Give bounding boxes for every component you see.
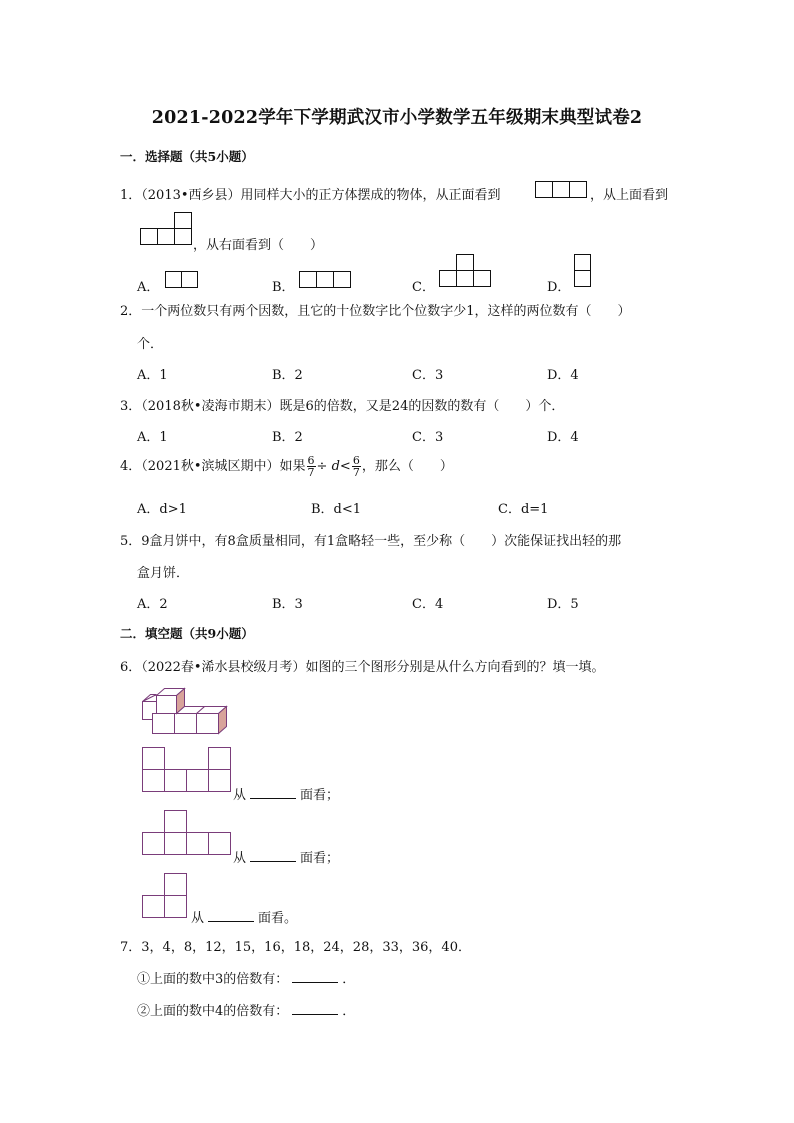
q7-sub2-blank[interactable] — [292, 1002, 338, 1015]
q3-option-d[interactable]: D．4 — [547, 430, 579, 445]
question-1-text: 1．（2013•西乡县）用同样大小的正方体摆成的物体，从正面看到 — [120, 188, 501, 203]
q7-sub2-period: ． — [342, 1004, 356, 1019]
q2-option-b[interactable]: B．2 — [272, 368, 303, 383]
q5-option-a[interactable]: A．2 — [137, 597, 168, 612]
q3-option-b[interactable]: B．2 — [272, 430, 303, 445]
q6-view3-figure — [142, 873, 188, 919]
q6-view1-answer — [233, 784, 339, 803]
q4-option-b[interactable]: B．d<1 — [311, 502, 362, 517]
q1-option-d[interactable]: D． — [547, 280, 571, 295]
q7-sub1-blank[interactable] — [292, 970, 338, 983]
q6-view1-blank[interactable] — [250, 786, 296, 799]
less-than-sign: < — [339, 459, 351, 474]
q2-option-c[interactable]: C．3 — [412, 368, 444, 383]
q7-sub1 — [137, 968, 355, 987]
q5-option-d[interactable]: D．5 — [547, 597, 579, 612]
q6-view2-suffix: 面看； — [300, 851, 340, 866]
q1-option-d-figure — [574, 254, 592, 288]
fraction-6-7-a: $\frac{6}{7}$ — [307, 454, 315, 479]
q4-option-a[interactable]: A．d>1 — [137, 502, 187, 517]
q6-view1-from: 从 — [233, 788, 247, 803]
fraction-6-7-b: $\frac{6}{7}$ — [352, 454, 360, 479]
q6-view2-blank[interactable] — [250, 849, 296, 862]
section-heading-fill: 二．填空题（共9小题） — [120, 626, 254, 641]
question-2-line2: 个． — [137, 337, 164, 352]
q6-view3-answer — [191, 907, 297, 926]
divide-sign: ÷ — [316, 459, 328, 474]
question-2-line1: 2．一个两位数只有两个因数，且它的十位数字比个位数字少1，这样的两位数有（ ） — [120, 304, 631, 319]
question-4-line — [120, 455, 453, 478]
q6-view3-from: 从 — [191, 911, 205, 926]
question-4-prefix: 4．（2021秋•滨城区期中）如果 — [120, 459, 306, 474]
q1-option-b-figure — [299, 271, 351, 288]
question-7-text: 7．3，4，8，12，15，16，18，24，28，33，36，40． — [120, 940, 471, 955]
q6-cube-stack-figure — [140, 686, 235, 736]
q6-view3-suffix: 面看。 — [258, 911, 298, 926]
q2-option-a[interactable]: A．1 — [137, 368, 168, 383]
q1-top-view-figure — [140, 228, 192, 245]
question-1-mid: ，从上面看到 — [590, 188, 669, 203]
q7-sub2-text: ②上面的数中4的倍数有： — [137, 1004, 289, 1019]
q7-sub1-text: ①上面的数中3的倍数有： — [137, 972, 289, 987]
q7-sub1-period: ． — [342, 972, 356, 987]
q1-option-a[interactable]: A． — [137, 280, 160, 295]
q1-option-c[interactable]: C． — [412, 280, 435, 295]
q7-sub2 — [137, 1000, 355, 1019]
variable-d: d — [331, 459, 340, 474]
question-1-line1 — [120, 184, 501, 203]
q6-view2-from: 从 — [233, 851, 247, 866]
q6-view2-figure — [142, 810, 232, 856]
section-heading-choice: 一．选择题（共5小题） — [120, 149, 254, 164]
q6-view1-figure — [142, 747, 232, 793]
question-6-text: 6．（2022春•浠水县校级月考）如图的三个图形分别是从什么方向看到的？填一填。 — [120, 660, 605, 675]
question-1-line2: ，从右面看到（ ） — [193, 238, 324, 253]
q3-option-a[interactable]: A．1 — [137, 430, 168, 445]
q6-view2-answer — [233, 847, 339, 866]
q2-option-d[interactable]: D．4 — [547, 368, 579, 383]
q1-option-c-figure — [439, 254, 491, 288]
question-4-suffix: ，那么（ ） — [361, 459, 453, 474]
question-3-text: 3．（2018秋•凌海市期末）既是6的倍数，又是24的因数的数有（ ）个． — [120, 399, 565, 414]
q1-front-view-figure — [535, 181, 587, 198]
q3-option-c[interactable]: C．3 — [412, 430, 444, 445]
question-5-line2: 盒月饼． — [137, 566, 190, 581]
q1-option-a-figure — [165, 271, 199, 288]
question-5-line1: 5．9盒月饼中，有8盒质量相同，有1盒略轻一些，至少称（ ）次能保证找出轻的那 — [120, 534, 622, 549]
q5-option-b[interactable]: B．3 — [272, 597, 303, 612]
q1-option-b[interactable]: B． — [272, 280, 295, 295]
q6-view3-blank[interactable] — [208, 909, 254, 922]
page-title: 2021-2022学年下学期武汉市小学数学五年级期末典型试卷2 — [151, 108, 643, 128]
q4-option-c[interactable]: C．d=1 — [498, 502, 549, 517]
q6-view1-suffix: 面看； — [300, 788, 340, 803]
q5-option-c[interactable]: C．4 — [412, 597, 444, 612]
